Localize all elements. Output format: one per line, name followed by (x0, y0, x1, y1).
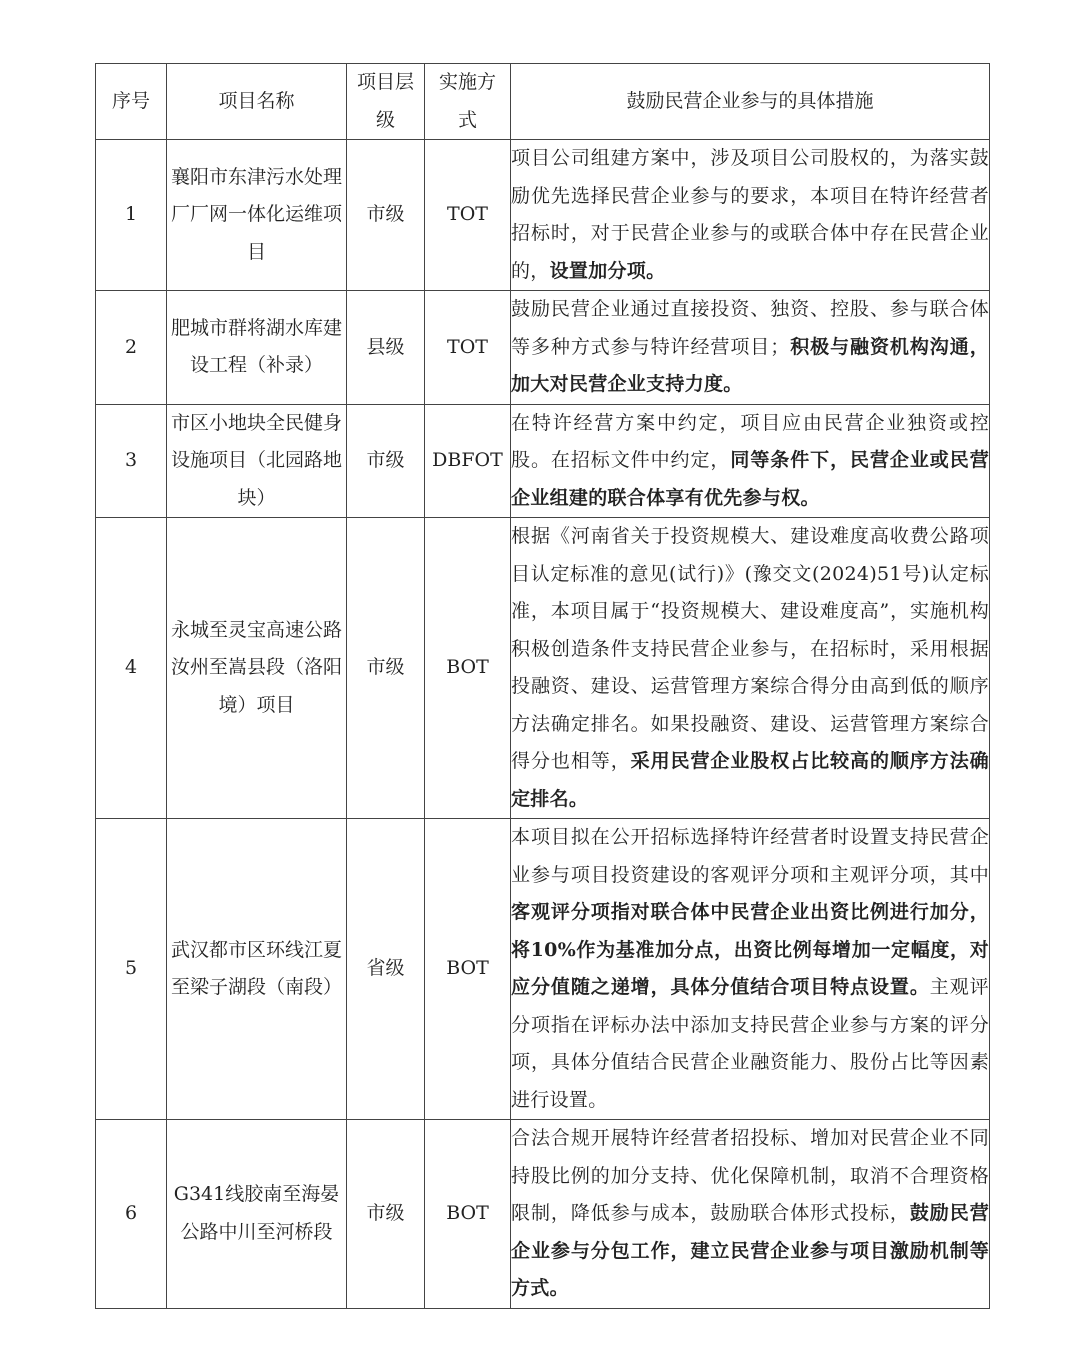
measure-text: 在特许经营方案中约定，项目应由民营企业独资或控股。在招标文件中约定， (511, 411, 989, 471)
row-level: 市级 (347, 404, 425, 518)
table-row (96, 291, 990, 405)
measure-tail: 主观评分项指在评标办法中添加支持民营企业参与方案的评分项，具体分值结合民营企业融资能力、股份占比等因素进行设置。 (511, 976, 989, 1111)
row-measures (511, 291, 990, 405)
row-project-name: 肥城市群将湖水库建设工程（补录） (167, 291, 347, 405)
row-project-name: 襄阳市东津污水处理厂厂网一体化运维项目 (167, 140, 347, 291)
row-seq: 6 (96, 1120, 167, 1309)
header-measures: 鼓励民营企业参与的具体措施 (511, 64, 990, 140)
table-row (96, 1120, 990, 1309)
row-mode: TOT (425, 140, 511, 291)
row-mode: TOT (425, 291, 511, 405)
header-mode: 实施方式 (425, 64, 511, 140)
row-seq: 2 (96, 291, 167, 405)
measure-emphasis: 鼓励民营企业参与分包工作，建立民营企业参与项目激励机制等方式。 (511, 1202, 989, 1299)
table-row (96, 819, 990, 1120)
measure-text: 鼓励民营企业通过直接投资、独资、控股、参与联合体等多种方式参与特许经营项目； (511, 298, 989, 358)
row-level: 市级 (347, 140, 425, 291)
projects-table (95, 63, 990, 1309)
row-mode: DBFOT (425, 404, 511, 518)
measure-text: 根据《河南省关于投资规模大、建设难度高收费公路项目认定标准的意见(试行)》(豫交文(2024)51号)认定标准，本项目属于“投资规模大、建设难度高”，实施机构积极创造条件支持民营企业参与，在招标时，采用根据投融资、建设、运营管理方案综合得分由高到低的顺序方法确定排名。如果投融资、建设、运营管理方案综合得分也相等， (511, 525, 989, 772)
row-level: 县级 (347, 291, 425, 405)
measure-emphasis: 设置加分项。 (549, 259, 666, 282)
row-mode: BOT (425, 1120, 511, 1309)
measure-text: 本项目拟在公开招标选择特许经营者时设置支持民营企业参与项目投资建设的客观评分项和主观评分项，其中 (511, 826, 989, 886)
table-row (96, 404, 990, 518)
row-level: 市级 (347, 518, 425, 819)
row-mode: BOT (425, 518, 511, 819)
row-seq: 3 (96, 404, 167, 518)
row-seq: 1 (96, 140, 167, 291)
row-measures (511, 404, 990, 518)
row-level: 省级 (347, 819, 425, 1120)
measure-emphasis: 同等条件下，民营企业或民营企业组建的联合体享有优先参与权。 (511, 449, 989, 509)
measure-text: 合法合规开展特许经营者招投标、增加对民营企业不同持股比例的加分支持、优化保障机制，取消不合理资格限制，降低参与成本，鼓励联合体形式投标， (511, 1127, 989, 1224)
row-mode: BOT (425, 819, 511, 1120)
header-seq: 序号 (96, 64, 167, 140)
row-measures (511, 140, 990, 291)
row-level: 市级 (347, 1120, 425, 1309)
measure-text: 项目公司组建方案中，涉及项目公司股权的，为落实鼓励优先选择民营企业参与的要求，本项目在特许经营者招标时，对于民营企业参与的或联合体中存在民营企业的， (511, 147, 989, 282)
header-level: 项目层级 (347, 64, 425, 140)
table-header-row (96, 64, 990, 140)
measure-emphasis: 客观评分项指对联合体中民营企业出资比例进行加分，将10%作为基准加分点，出资比例每增加一定幅度，对应分值随之递增，具体分值结合项目特点设置。 (511, 901, 989, 998)
row-seq: 4 (96, 518, 167, 819)
row-project-name: 市区小地块全民健身设施项目（北园路地块） (167, 404, 347, 518)
row-measures (511, 518, 990, 819)
row-measures (511, 1120, 990, 1309)
header-name: 项目名称 (167, 64, 347, 140)
table-row (96, 140, 990, 291)
measure-emphasis: 采用民营企业股权占比较高的顺序方法确定排名。 (511, 750, 989, 810)
row-project-name: 永城至灵宝高速公路汝州至嵩县段（洛阳境）项目 (167, 518, 347, 819)
row-measures (511, 819, 990, 1120)
row-seq: 5 (96, 819, 167, 1120)
row-project-name: G341线胶南至海晏公路中川至河桥段 (167, 1120, 347, 1309)
table-row (96, 518, 990, 819)
measure-emphasis: 积极与融资机构沟通，加大对民营企业支持力度。 (511, 335, 989, 395)
row-project-name: 武汉都市区环线江夏至梁子湖段（南段） (167, 819, 347, 1120)
